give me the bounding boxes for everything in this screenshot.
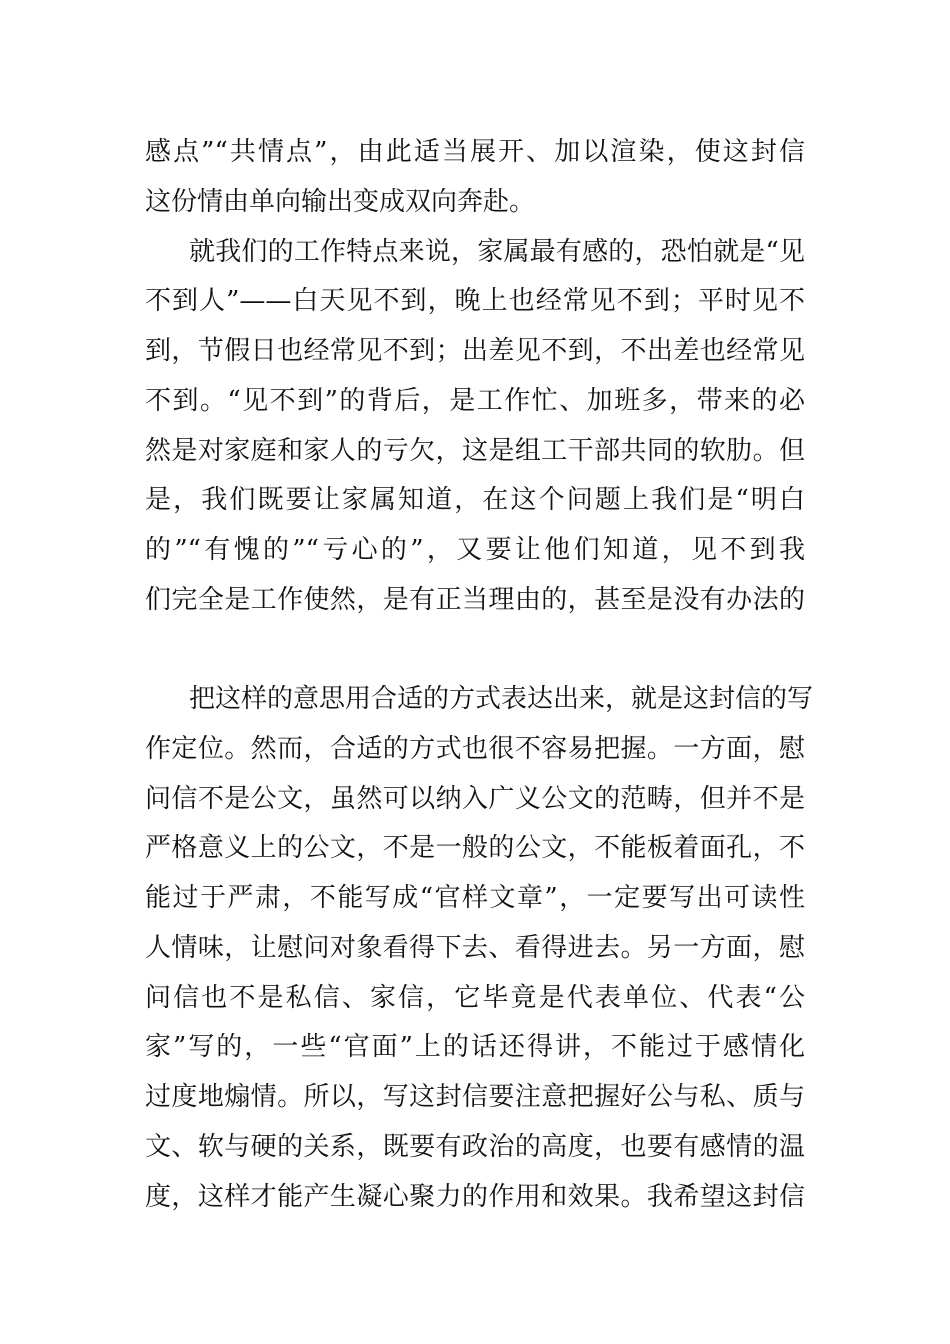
paragraph-3-line-11: 度，这样才能产生凝心聚力的作用和效果。我希望这封信 — [145, 1182, 805, 1212]
paragraph-1-line-1: 感点”“共情点”，由此适当展开、加以渲染，使这封信 — [145, 137, 805, 167]
paragraph-3-line-6: 人情味，让慰问对象看得下去、看得进去。另一方面，慰 — [145, 933, 805, 963]
paragraph-3-line-8: 家”写的，一些“官面”上的话还得讲，不能过于感情化 — [145, 1032, 805, 1062]
paragraph-3-line-4: 严格意义上的公文，不是一般的公文，不能板着面孔，不 — [145, 833, 805, 863]
paragraph-3-line-1: 把这样的意思用合适的方式表达出来，就是这封信的写 — [189, 684, 814, 714]
paragraph-2-line-8: 们完全是工作使然，是有正当理由的，甚至是没有办法的 — [145, 585, 805, 615]
paragraph-2-line-4: 不到。“见不到”的背后，是工作忙、加班多，带来的必 — [145, 386, 805, 416]
paragraph-2-line-6: 是，我们既要让家属知道，在这个问题上我们是“明白 — [145, 485, 805, 515]
paragraph-2-line-2: 不到人”——白天见不到，晚上也经常见不到；平时见不 — [145, 286, 805, 316]
paragraph-2-line-7: 的”“有愧的”“亏心的”，又要让他们知道，见不到我 — [145, 535, 805, 565]
paragraph-3-line-9: 过度地煽情。所以，写这封信要注意把握好公与私、质与 — [145, 1082, 805, 1112]
paragraph-3-line-3: 问信不是公文，虽然可以纳入广义公文的范畴，但并不是 — [145, 784, 805, 814]
paragraph-2-line-1: 就我们的工作特点来说，家属最有感的，恐怕就是“见 — [189, 237, 805, 267]
paragraph-3-line-5: 能过于严肃，不能写成“官样文章”，一定要写出可读性 — [145, 883, 805, 913]
paragraph-3-line-10: 文、软与硬的关系，既要有政治的高度，也要有感情的温 — [145, 1132, 805, 1162]
paragraph-3-line-2: 作定位。然而，合适的方式也很不容易把握。一方面，慰 — [145, 734, 805, 764]
paragraph-2-line-5: 然是对家庭和家人的亏欠，这是组工干部共同的软肋。但 — [145, 436, 805, 466]
paragraph-3-line-7: 问信也不是私信、家信，它毕竟是代表单位、代表“公 — [145, 983, 805, 1013]
paragraph-2-line-3: 到，节假日也经常见不到；出差见不到，不出差也经常见 — [145, 336, 805, 366]
paragraph-1-line-2: 这份情由单向输出变成双向奔赴。 — [145, 187, 536, 217]
